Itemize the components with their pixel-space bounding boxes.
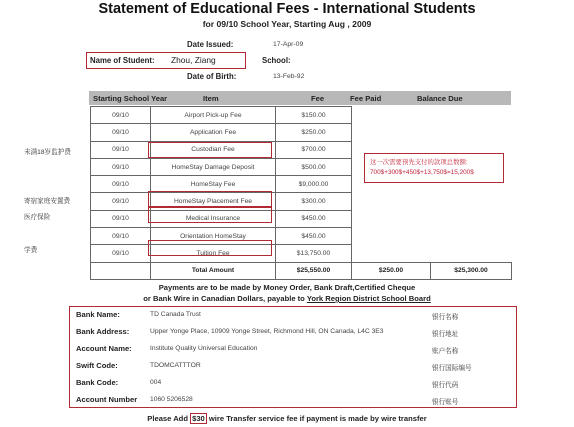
row-balance — [431, 228, 512, 245]
wire-fee-amount: $30 — [192, 414, 205, 423]
dob-label: Date of Birth: — [187, 72, 237, 81]
prepayment-note — [364, 153, 504, 183]
date-issued-value: 17-Apr-09 — [273, 41, 304, 48]
row-balance — [431, 245, 512, 262]
page-subtitle: for 09/10 School Year, Starting Aug , 2009 — [202, 19, 372, 29]
row-fee: $9,000.00 — [276, 176, 352, 193]
wire-fee-suffix: wire Transfer service fee if payment is made by wire transfer — [208, 414, 427, 423]
bank-field-label: Bank Name: — [76, 310, 120, 319]
bank-details-box — [69, 306, 517, 408]
wire-fee-prefix: Please Add — [147, 414, 188, 423]
row-fee-paid — [352, 245, 431, 262]
row-item: Orientation HomeStay — [151, 228, 276, 245]
bank-field-cn-label: 银行账号 — [432, 399, 459, 406]
side-note-custodian: 未满18岁监护费 — [24, 149, 71, 156]
prepayment-note-line2: 700$+300$+450$+13,750$=15,200$ — [370, 169, 474, 176]
placement-fee-highlight — [148, 191, 272, 207]
row-year: 09/10 — [91, 176, 151, 193]
payment-instructions-line1: Payments are to be made by Money Order, Bank Draft,Certified Cheque — [158, 283, 416, 292]
bank-field-value: Institute Quality Universal Education — [150, 345, 258, 352]
row-item: Airport Pick-up Fee — [151, 107, 276, 124]
medical-insurance-highlight — [148, 207, 272, 223]
col-header-fee-paid: Fee Paid — [350, 94, 382, 103]
row-item: HomeStay Fee — [151, 176, 276, 193]
side-note-tuition: 学费 — [24, 247, 38, 254]
row-fee-paid — [352, 107, 431, 124]
row-year: 09/10 — [91, 124, 151, 141]
bank-field-label: Bank Code: — [76, 378, 119, 387]
row-fee: $500.00 — [276, 158, 352, 175]
total-empty — [91, 262, 151, 279]
bank-field-cn-label: 银行名称 — [432, 314, 459, 321]
row-fee: $13,750.00 — [276, 245, 352, 262]
row-item: Medical Insurance — [151, 210, 276, 227]
row-fee-paid — [352, 228, 431, 245]
row-fee: $300.00 — [276, 193, 352, 210]
total-paid: $250.00 — [352, 262, 431, 279]
row-balance — [431, 210, 512, 227]
total-row — [91, 262, 512, 279]
prepayment-note-line1: 这一次需要预先支付的款项总数额: — [370, 159, 468, 166]
page-title: Statement of Educational Fees - International Students — [98, 1, 476, 17]
row-fee: $150.00 — [276, 107, 352, 124]
col-header-balance-due: Balance Due — [417, 94, 463, 103]
row-item: HomeStay Damage Deposit — [151, 158, 276, 175]
custodian-fee-highlight — [148, 142, 272, 158]
total-fee: $25,550.00 — [276, 262, 352, 279]
row-fee-paid — [352, 124, 431, 141]
tuition-fee-highlight — [148, 240, 272, 256]
row-fee-paid — [352, 193, 431, 210]
bank-field-cn-label: 银行地址 — [432, 331, 459, 338]
total-label: Total Amount — [151, 262, 276, 279]
bank-field-cn-label: 账户名称 — [432, 348, 459, 355]
row-fee: $450.00 — [276, 228, 352, 245]
row-fee: $700.00 — [276, 141, 352, 158]
bank-field-cn-label: 银行代码 — [432, 382, 459, 389]
total-balance: $25,300.00 — [431, 262, 512, 279]
table-row — [91, 124, 512, 141]
row-year: 09/10 — [91, 210, 151, 227]
col-header-item: Item — [203, 94, 219, 103]
date-issued-label: Date Issued: — [187, 40, 234, 49]
row-balance — [431, 193, 512, 210]
row-year: 09/10 — [91, 228, 151, 245]
side-note-medical: 医疗保险 — [24, 214, 51, 221]
bank-field-label: Bank Address: — [76, 327, 130, 336]
school-label: School: — [262, 56, 291, 65]
bank-field-label: Account Name: — [76, 344, 132, 353]
table-row — [91, 107, 512, 124]
row-item: Custodian Fee — [151, 141, 276, 158]
payment-instructions-line2 — [0, 294, 574, 303]
student-name-label: Name of Student: — [90, 56, 155, 65]
bank-field-value: 004 — [150, 379, 162, 386]
bank-field-value: Upper Yonge Place, 10909 Yonge Street, Richmond Hill, ON Canada, L4C 3E3 — [150, 328, 384, 335]
dob-value: 13-Feb-92 — [273, 73, 305, 80]
wire-fee-note — [0, 413, 574, 424]
student-name-value: Zhou, Ziang — [171, 55, 216, 65]
row-year: 09/10 — [91, 158, 151, 175]
bank-field-value: TD Canada Trust — [150, 311, 201, 318]
row-year: 09/10 — [91, 193, 151, 210]
row-item: HomeStay Placement Fee — [151, 193, 276, 210]
row-balance — [431, 124, 512, 141]
bank-field-cn-label: 银行国际编号 — [432, 365, 472, 372]
bank-field-label: Account Number — [76, 395, 138, 404]
row-fee: $250.00 — [276, 124, 352, 141]
row-fee-paid — [352, 210, 431, 227]
side-note-placement: 寄宿家庭安置费 — [24, 198, 71, 205]
payee-name: York Region District School Board — [306, 294, 431, 303]
row-year: 09/10 — [91, 141, 151, 158]
row-item: Tuition Fee — [151, 245, 276, 262]
row-year: 09/10 — [91, 107, 151, 124]
bank-field-label: Swift Code: — [76, 361, 118, 370]
col-header-fee: Fee — [311, 94, 325, 103]
row-year: 09/10 — [91, 245, 151, 262]
payment-instructions-prefix: or Bank Wire in Canadian Dollars, payable to — [143, 294, 305, 303]
row-item: Application Fee — [151, 124, 276, 141]
bank-field-value: 1060 5206528 — [150, 396, 193, 403]
col-header-year: Starting School Year — [93, 94, 168, 103]
row-fee: $450.00 — [276, 210, 352, 227]
bank-field-value: TDOMCATTTOR — [150, 362, 201, 369]
row-balance — [431, 107, 512, 124]
